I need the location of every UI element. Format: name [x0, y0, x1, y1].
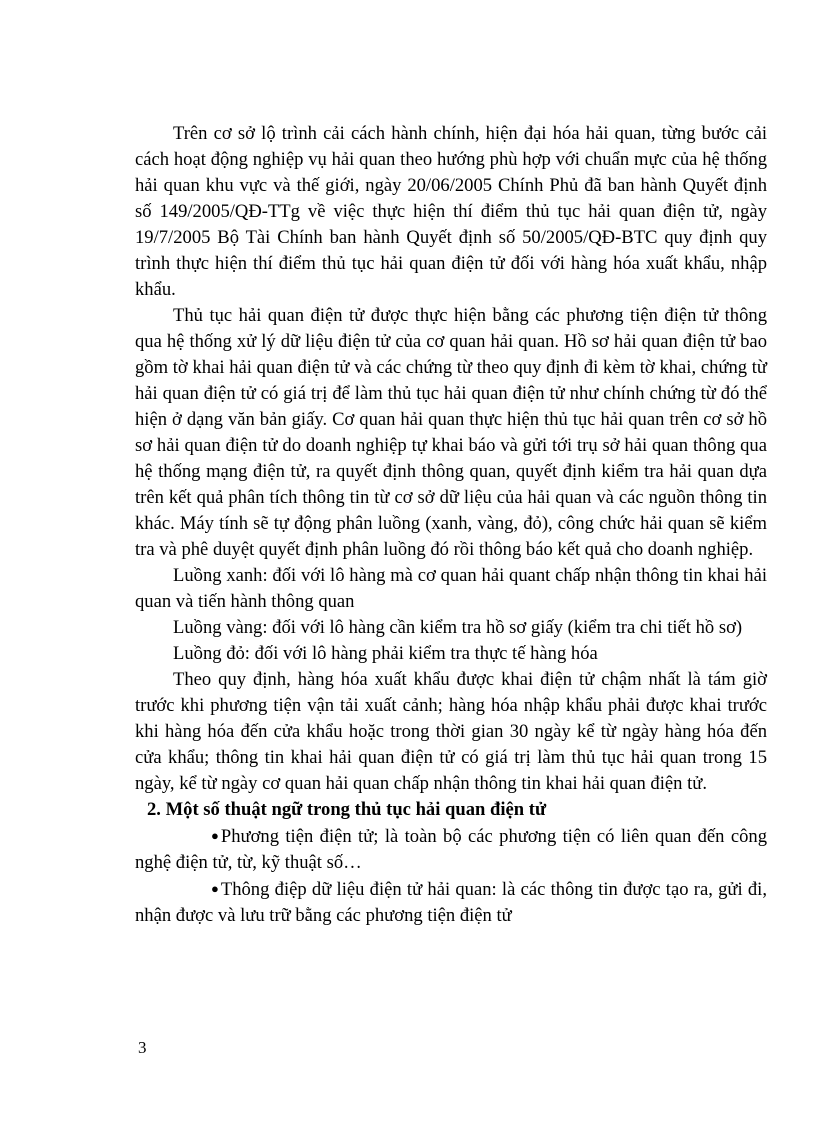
- page-number: 3: [138, 1038, 147, 1057]
- paragraph-yellow-channel: Luồng vàng: đối với lô hàng cần kiểm tra hồ sơ giấy (kiểm tra chi tiết hồ sơ): [173, 617, 743, 638]
- bullet-text: Thông điệp dữ liệu điện tử hải quan: là các thông tin được tạo ra, gửi đi, nhận được và lưu trữ bằng các phương tiện điện tử: [135, 879, 767, 926]
- bullet-item-electronic-means: [135, 823, 767, 876]
- paragraph-red-channel: Luồng đỏ: đối với lô hàng phải kiểm tra thực tế hàng hóa: [173, 643, 598, 664]
- bullet-text: Phương tiện điện tử; là toàn bộ các phương tiện có liên quan đến công nghệ điện tử, từ, kỹ thuật số…: [135, 826, 767, 873]
- section-title: Một số thuật ngữ trong thủ tục hải quan điện tử: [165, 799, 547, 820]
- paragraph-roadmap: Trên cơ sở lộ trình cải cách hành chính, hiện đại hóa hải quan, từng bước cải cách hoạt động nghiệp vụ hải quan theo hướng phù hợp với chuẩn mực của hệ thống hải quan khu vực và thế giới, ngày 20/06/2005 Chính Phủ đã ban hành Quyết định số 149/2005/QĐ-TTg về việc thực hiện thí điểm thủ tục hải quan điện tử, ngày 19/7/2005 Bộ Tài Chính ban hành Quyết định số 50/2005/QĐ-BTC quy định quy trình thực hiện thí điểm thủ tục hải quan điện tử đối với hàng hóa xuất khẩu, nhập khẩu.: [135, 123, 767, 300]
- paragraph-deadlines: Theo quy định, hàng hóa xuất khẩu được khai điện tử chậm nhất là tám giờ trước khi phương tiện vận tải xuất cảnh; hàng hóa nhập khẩu phải được khai trước khi hàng hóa đến cửa khẩu hoặc trong thời gian 30 ngày kể từ ngày hàng hóa đến cửa khẩu; thông tin khai hải quan điện tử có giá trị làm thủ tục hải quan trong 15 ngày, kể từ ngày cơ quan hải quan chấp nhận thông tin khai hải quan điện tử.: [135, 669, 767, 794]
- bullet-icon: ●: [211, 828, 219, 843]
- bullet-item-data-message: [135, 876, 767, 929]
- page-body: [135, 121, 767, 929]
- paragraph-electronic-procedure: Thủ tục hải quan điện tử được thực hiện bằng các phương tiện điện tử thông qua hệ thống xử lý dữ liệu điện tử của cơ quan hải quan. Hồ sơ hải quan điện tử bao gồm tờ khai hải quan điện tử và các chứng từ theo quy định đi kèm tờ khai, chứng từ hải quan điện tử có giá trị để làm thủ tục hải quan điện tử như chính chứng từ đó thể hiện ở dạng văn bản giấy. Cơ quan hải quan thực hiện thủ tục hải quan trên cơ sở hồ sơ hải quan điện tử do doanh nghiệp tự khai báo và gửi tới trụ sở hải quan thông qua hệ thống mạng điện tử, ra quyết định thông quan, quyết định kiểm tra hải quan dựa trên kết quả phân tích thông tin từ cơ sở dữ liệu của hải quan và các nguồn thông tin khác. Máy tính sẽ tự động phân luồng (xanh, vàng, đỏ), công chức hải quan sẽ kiểm tra và phê duyệt quyết định phân luồng đó rồi thông báo kết quả cho doanh nghiệp.: [135, 305, 767, 560]
- bullet-icon: ●: [211, 881, 219, 896]
- section-heading: [135, 797, 767, 823]
- section-number: 2.: [147, 799, 161, 820]
- paragraph-green-channel: Luồng xanh: đối với lô hàng mà cơ quan hải quant chấp nhận thông tin khai hải quan và tiến hành thông quan: [135, 565, 767, 612]
